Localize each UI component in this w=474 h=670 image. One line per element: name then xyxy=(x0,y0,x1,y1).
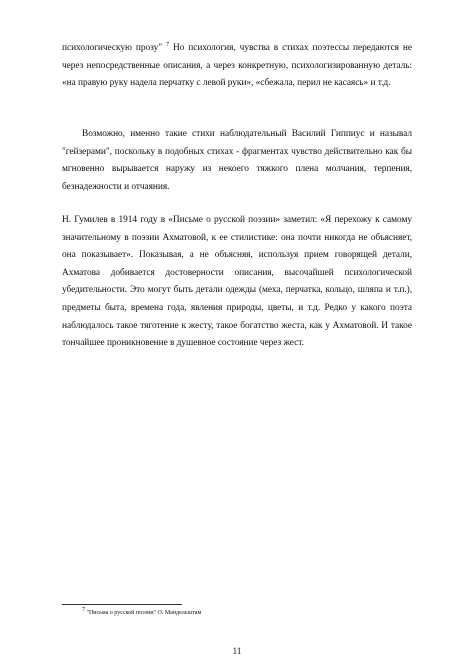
footnote-separator xyxy=(62,604,182,605)
footnote-reference-7[interactable]: 7 xyxy=(166,41,169,48)
footnote xyxy=(62,609,412,617)
footnote-text: "Письма о русской поэзии" О. Мандельштам xyxy=(85,610,202,616)
footnote-marker: 7 xyxy=(82,607,85,613)
page-number: 11 xyxy=(232,646,242,656)
paragraph-1-text-start: психологическую прозу" xyxy=(62,43,167,53)
paragraph-1 xyxy=(62,40,412,93)
paragraph-2: Возможно, именно такие стихи наблюдательный Василий Гиппиус и называл "гейзерами", поскольку в подобных стихах - фрагментах чувство действительно как бы мгновенно вырывается наружу из некоего тяжкого плена молчания, терпения, безнадежности и отчаяния. xyxy=(62,129,412,192)
paragraph-3: Н. Гумилев в 1914 году в «Письме о русской поэзии» заметил: «Я перехожу к самому значительному в поэзии Ахматовой, к ее стилистике: она почти никогда не объясняет, она показывает». Показывая, а не объясняя, используя прием говорящей детали, Ахматова добивается достоверности описания, высочайшей психологической убедительности. Это могут быть детали одежды (меха, перчатка, кольцо, шляпа и т.п.), предметы быта, времена года, явления природы, цветы, и т.д. Редко у какого поэта наблюдалось такое тяготение к жесту, такое богатство жеста, как у Ахматовой. И такое тончайшее проникновение в душевное состояние через жест. xyxy=(62,215,412,349)
paragraph-1-text-end: Но психология, чувства в стихах поэтессы передаются не через непосредственные описания, а через конкретную, психологизированную деталь: «на правую руку надела перчатку с левой руки», «сбежала, перил не касаясь» и т.д. xyxy=(62,43,412,89)
